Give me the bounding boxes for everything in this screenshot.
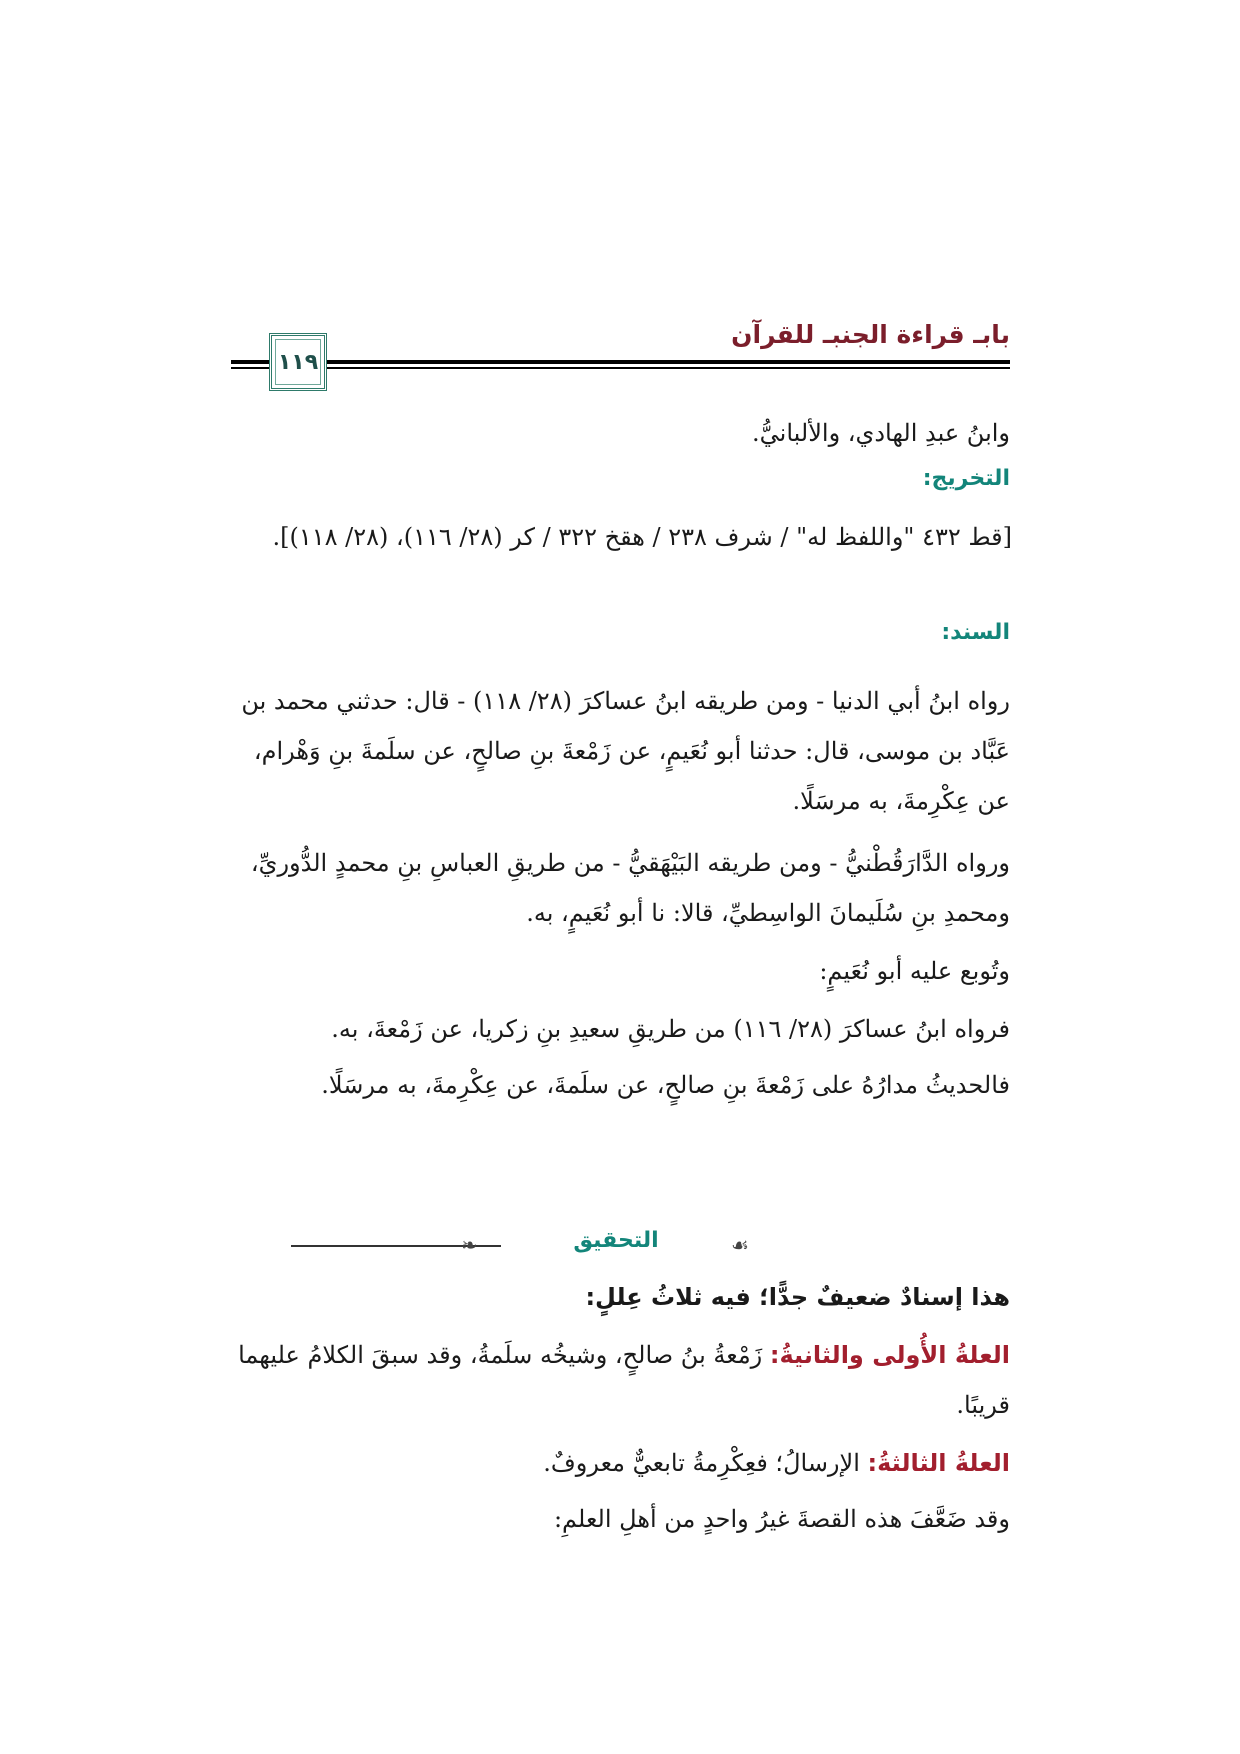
intro-line: وابنُ عبدِ الهادي، والألبانيُّ. xyxy=(752,419,1010,447)
ornament-icon: ☙ xyxy=(731,1233,749,1257)
takhrij-heading: التخريج: xyxy=(922,466,1010,491)
illa-3-label: العلةُ الثالثةُ: xyxy=(867,1449,1010,1477)
illa-1-2-label: العلةُ الأُولى والثانيةُ: xyxy=(769,1341,1010,1369)
page-header xyxy=(231,306,1010,386)
paragraph-5: فالحديثُ مدارُهُ على زَمْعةَ بنِ صالحٍ، عن سلَمةَ، عن عِكْرِمةَ، به مرسَلًا. xyxy=(321,1071,1010,1099)
illa-1-2-text: زَمْعةُ بنُ صالحٍ، وشيخُه سلَمةُ، وقد سبقَ الكلامُ عليهما قريبًا. xyxy=(238,1341,1010,1419)
ornament-icon: ❧ xyxy=(461,1233,478,1257)
tahqiq-intro: هذا إسنادٌ ضعيفٌ جدًّا؛ فيه ثلاثُ عِللٍ: xyxy=(585,1283,1010,1311)
page-number: ١١٩ xyxy=(277,349,319,375)
illa-3-text: الإرسالُ؛ فعِكْرِمةُ تابعيٌّ معروفٌ. xyxy=(543,1449,868,1477)
tahqiq-divider xyxy=(231,1228,1010,1262)
paragraph-3: وتُوبع عليه أبو نُعَيمٍ: xyxy=(819,957,1010,985)
paragraph-2: ورواه الدَّارَقُطْنيُّ - ومن طريقه البَيْهَقيُّ - من طريقِ العباسِ بنِ محمدٍ الدُّوريِّ، ومحمدِ بنِ سُلَيمانَ الواسِطيِّ، قالا: نا أبو نُعَيمٍ، به. xyxy=(250,849,1010,927)
sanad-heading: السند: xyxy=(941,620,1010,645)
closing-line: وقد ضَعَّفَ هذه القصةَ غيرُ واحدٍ من أهلِ العلمِ: xyxy=(553,1505,1010,1533)
tahqiq-heading: التحقيق xyxy=(573,1228,659,1253)
paragraph-4: فرواه ابنُ عساكرَ (٢٨/ ١١٦) من طريقِ سعيدِ بنِ زكريا، عن زَمْعةَ، به. xyxy=(331,1015,1010,1043)
paragraph-1: رواه ابنُ أبي الدنيا - ومن طريقه ابنُ عساكرَ (٢٨/ ١١٨) - قال: حدثني محمد بن عَبَّاد بن موسى، قال: حدثنا أبو نُعَيمٍ، عن زَمْعةَ بنِ صالحٍ، عن سلَمةَ بنِ وَهْرام، عن عِكْرِمةَ، به مرسَلًا. xyxy=(241,687,1010,815)
chapter-title: بابـ قراءة الجنبـ للقرآن xyxy=(731,320,1010,349)
page-number-badge xyxy=(269,333,327,391)
header-rule xyxy=(231,360,1010,364)
illa-3 xyxy=(231,1438,1010,1488)
takhrij-text: [قط ٤٣٢ "واللفظ له" / شرف ٢٣٨ / هقخ ٣٢٢ / كر (٢٨/ ١١٦)، (٢٨/ ١١٨)]. xyxy=(272,523,1012,551)
header-rule-thin xyxy=(231,367,1010,369)
illa-1-2 xyxy=(231,1330,1010,1430)
